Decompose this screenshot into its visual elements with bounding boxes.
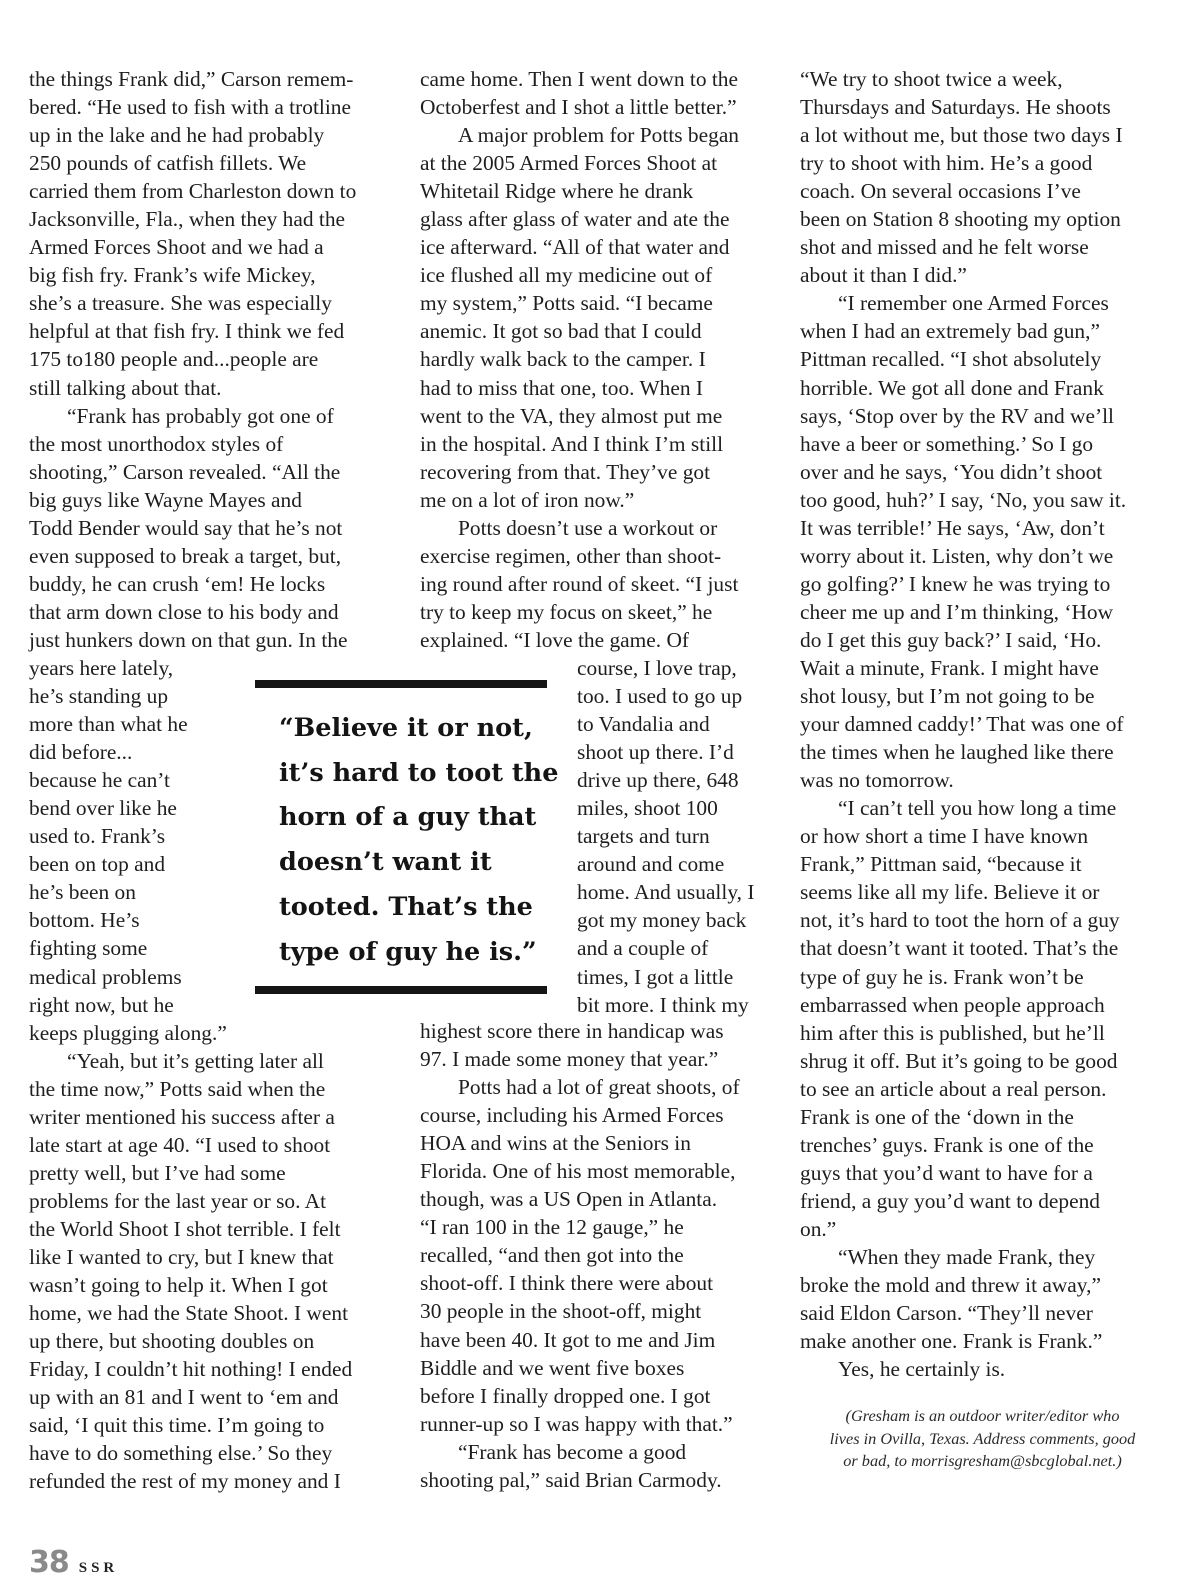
text-line: type of guy he is.” xyxy=(279,936,537,967)
text-line: Frank is one of the ‘down in the xyxy=(800,1104,1074,1129)
text-line: glass after glass of water and ate the xyxy=(420,207,730,232)
text-line: shot and missed and he felt worse xyxy=(800,235,1089,260)
text-line: too good, huh?’ I say, ‘No, you saw it. xyxy=(800,487,1127,512)
text-line: recovering from that. They’ve got xyxy=(420,459,711,484)
text-line: shooting pal,” said Brian Carmody. xyxy=(420,1467,722,1492)
text-line: doesn’t want it xyxy=(279,847,492,878)
text-line: late start at age 40. “I used to shoot xyxy=(29,1132,331,1157)
text-line: broke the mold and threw it away,” xyxy=(800,1273,1101,1298)
text-line: go golfing?’ I knew he was trying to xyxy=(800,571,1111,596)
text-line: horn of a guy that xyxy=(279,802,537,833)
text-line: “We try to shoot twice a week, xyxy=(800,67,1063,91)
text-line: “I ran 100 in the 12 gauge,” he xyxy=(420,1215,684,1240)
paragraph xyxy=(800,1355,1165,1383)
text-line: drive up there, 648 xyxy=(577,768,739,793)
page-number: 38 xyxy=(29,1545,69,1580)
text-line: right now, but he xyxy=(29,992,174,1017)
paragraph xyxy=(420,514,780,654)
text-line: me on a lot of iron now.” xyxy=(420,487,635,512)
text-line: even supposed to break a target, but, xyxy=(29,543,342,568)
text-line: was no tomorrow. xyxy=(800,768,954,793)
text-line: to see an article about a real person. xyxy=(800,1076,1107,1101)
pull-quote-bottom-rule xyxy=(255,986,547,994)
text-line: Florida. One of his most memorable, xyxy=(420,1159,736,1184)
text-line: Octoberfest and I shot a little better.” xyxy=(420,95,737,120)
paragraph xyxy=(800,1243,1165,1355)
text-line: targets and turn xyxy=(577,824,710,849)
text-line: times, I got a little xyxy=(577,964,734,989)
text-line: ing round after round of skeet. “I just xyxy=(420,571,739,596)
text-line: a lot without me, but those two days I xyxy=(800,123,1123,148)
paragraph xyxy=(800,794,1165,1243)
text-line: bit more. I think my xyxy=(577,992,749,1017)
text-line: explained. “I love the game. Of xyxy=(420,627,690,652)
text-line: medical problems xyxy=(29,964,182,989)
text-line: big guys like Wayne Mayes and xyxy=(29,487,302,512)
author-credit xyxy=(800,1405,1165,1473)
text-line: 97. I made some money that year.” xyxy=(420,1047,719,1072)
text-line: fighting some xyxy=(29,936,148,961)
text-line: he’s been on xyxy=(29,880,136,905)
text-line: type of guy he is. Frank won’t be xyxy=(800,964,1084,989)
text-line: been on Station 8 shooting my option xyxy=(800,207,1121,232)
text-line: though, was a US Open in Atlanta. xyxy=(420,1187,718,1212)
text-line: home, we had the State Shoot. I went xyxy=(29,1301,349,1326)
text-line: buddy, he can crush ‘em! He locks xyxy=(29,571,326,596)
text-line: at the 2005 Armed Forces Shoot at xyxy=(420,151,718,176)
text-line: got my money back xyxy=(577,908,747,933)
text-line: carried them from Charleston down to xyxy=(29,179,357,204)
text-line: on.” xyxy=(800,1216,837,1241)
text-line: over and he says, ‘You didn’t shoot xyxy=(800,459,1103,484)
text-line: did before... xyxy=(29,740,133,765)
text-line: bered. “He used to fish with a trotline xyxy=(29,95,351,120)
text-line: that doesn’t want it tooted. That’s the xyxy=(800,936,1119,961)
text-line: Armed Forces Shoot and we had a xyxy=(29,235,324,260)
text-line: highest score there in handicap was xyxy=(420,1019,724,1043)
text-line: says, ‘Stop over by the RV and we’ll xyxy=(800,403,1114,428)
text-line: 175 to180 people and...people are xyxy=(29,347,319,372)
text-line: writer mentioned his success after a xyxy=(29,1104,335,1129)
text-line: HOA and wins at the Seniors in xyxy=(420,1131,691,1156)
paragraph xyxy=(420,121,780,514)
text-line: around and come xyxy=(577,852,725,877)
text-line: 250 pounds of catfish fillets. We xyxy=(29,151,307,176)
text-line: have to do something else.’ So they xyxy=(29,1441,333,1466)
text-line: ice flushed all my medicine out of xyxy=(420,263,713,288)
paragraph xyxy=(29,1047,401,1496)
paragraph xyxy=(29,65,401,402)
paragraph xyxy=(800,65,1165,289)
text-line: not, it’s hard to toot the horn of a guy xyxy=(800,908,1120,933)
text-line: miles, shoot 100 xyxy=(577,796,718,821)
text-line: course, including his Armed Forces xyxy=(420,1103,724,1128)
text-line: Potts had a lot of great shoots, of xyxy=(458,1075,740,1100)
text-line: big fish fry. Frank’s wife Mickey, xyxy=(29,263,316,288)
magazine-name: SSR xyxy=(78,1560,119,1576)
paragraph xyxy=(420,1017,780,1073)
text-line: runner-up so I was happy with that.” xyxy=(420,1411,733,1436)
text-line: about it than I did.” xyxy=(800,263,967,288)
text-line: and a couple of xyxy=(577,936,709,961)
pull-quote-text xyxy=(279,706,559,974)
text-line: Pittman recalled. “I shot absolutely xyxy=(800,347,1102,372)
text-line: try to shoot with him. He’s a good xyxy=(800,151,1093,176)
text-line: coach. On several occasions I’ve xyxy=(800,179,1081,204)
text-line: recalled, “and then got into the xyxy=(420,1243,684,1268)
text-line: “Frank has become a good xyxy=(458,1439,687,1464)
text-line: Yes, he certainly is. xyxy=(838,1357,1006,1382)
text-line: shoot up there. I’d xyxy=(577,740,734,765)
text-line: your damned caddy!’ That was one of xyxy=(800,712,1124,737)
text-line: “When they made Frank, they xyxy=(838,1244,1096,1269)
text-line: had to miss that one, too. When I xyxy=(420,375,703,400)
text-line: Todd Bender would say that he’s not xyxy=(29,515,343,540)
text-line: before I finally dropped one. I got xyxy=(420,1383,711,1408)
text-line: Friday, I couldn’t hit nothing! I ended xyxy=(29,1357,353,1382)
text-line: said Eldon Carson. “They’ll never xyxy=(800,1301,1093,1326)
text-line: shrug it off. But it’s going to be good xyxy=(800,1048,1118,1073)
text-line: Thursdays and Saturdays. He shoots xyxy=(800,95,1111,120)
text-line: (Gresham is an outdoor writer/editor who xyxy=(845,1406,1120,1425)
text-line: “I remember one Armed Forces xyxy=(838,291,1109,316)
text-line: horrible. We got all done and Frank xyxy=(800,375,1104,400)
text-line: Jacksonville, Fla., when they had the xyxy=(29,207,346,232)
text-line: Potts doesn’t use a workout or xyxy=(458,515,718,540)
text-line: up there, but shooting doubles on xyxy=(29,1329,315,1354)
text-line: that arm down close to his body and xyxy=(29,599,339,624)
pull-quote xyxy=(255,680,559,996)
text-line: embarrassed when people approach xyxy=(800,992,1105,1017)
text-line: when I had an extremely bad gun,” xyxy=(800,319,1100,344)
text-line: hardly walk back to the camper. I xyxy=(420,347,706,372)
text-line: ice afterward. “All of that water and xyxy=(420,235,730,260)
text-line: trenches’ guys. Frank is one of the xyxy=(800,1132,1094,1157)
text-line: “Believe it or not, xyxy=(279,713,533,743)
text-line: still talking about that. xyxy=(29,375,222,400)
text-line: course, I love trap, xyxy=(577,655,737,680)
text-line: because he can’t xyxy=(29,768,170,793)
text-line: the time now,” Potts said when the xyxy=(29,1076,326,1101)
text-line: my system,” Potts said. “I became xyxy=(420,291,713,316)
text-line: have been 40. It got to me and Jim xyxy=(420,1327,716,1352)
text-line: she’s a treasure. She was especially xyxy=(29,291,332,316)
text-line: friend, a guy you’d want to depend xyxy=(800,1188,1100,1213)
text-line: he’s standing up xyxy=(29,684,169,709)
text-line: more than what he xyxy=(29,712,188,737)
text-line: went to the VA, they almost put me xyxy=(420,403,723,428)
paragraph xyxy=(800,289,1165,794)
text-line: A major problem for Potts began xyxy=(458,123,740,148)
text-line: came home. Then I went down to the xyxy=(420,67,738,91)
text-line: shoot-off. I think there were about xyxy=(420,1271,714,1296)
text-line: Frank,” Pittman said, “because it xyxy=(800,852,1082,877)
article-column-3 xyxy=(800,65,1165,1383)
text-line: pretty well, but I’ve had some xyxy=(29,1160,286,1185)
text-line: seems like all my life. Believe it or xyxy=(800,880,1100,905)
text-line: “I can’t tell you how long a time xyxy=(838,796,1117,821)
text-line: anemic. It got so bad that I could xyxy=(420,319,702,344)
text-line: worry about it. Listen, why don’t we xyxy=(800,543,1114,568)
text-line: or how short a time I have known xyxy=(800,824,1089,849)
text-line: the World Shoot I shot terrible. I felt xyxy=(29,1216,341,1241)
text-line: problems for the last year or so. At xyxy=(29,1188,327,1213)
text-line: shooting,” Carson revealed. “All the xyxy=(29,459,341,484)
text-line: try to keep my focus on skeet,” he xyxy=(420,599,713,624)
text-line: or bad, to morrisgresham@sbcglobal.net.) xyxy=(843,1451,1122,1471)
text-line: said, ‘I quit this time. I’m going to xyxy=(29,1413,325,1438)
text-line: to Vandalia and xyxy=(577,712,710,737)
text-line: him after this is published, but he’ll xyxy=(800,1020,1105,1045)
text-line: exercise regimen, other than shoot- xyxy=(420,543,722,568)
text-line: been on top and xyxy=(29,852,166,877)
text-line: too. I used to go up xyxy=(577,684,743,709)
page-footer xyxy=(29,1545,118,1580)
text-line: home. And usually, I xyxy=(577,880,755,905)
text-line: refunded the rest of my money and I xyxy=(29,1469,341,1494)
text-line: Wait a minute, Frank. I might have xyxy=(800,655,1099,680)
text-line: keeps plugging along.” xyxy=(29,1020,227,1045)
text-line: just hunkers down on that gun. In the xyxy=(29,627,348,652)
text-line: do I get this guy back?’ I said, ‘Ho. xyxy=(800,627,1102,652)
text-line: helpful at that fish fry. I think we fed xyxy=(29,319,345,344)
text-line: “Frank has probably got one of xyxy=(67,403,334,428)
text-line: it’s hard to toot the xyxy=(279,757,559,788)
text-line: the most unorthodox styles of xyxy=(29,431,284,456)
text-line: up with an 81 and I went to ‘em and xyxy=(29,1385,339,1410)
text-line: cheer me up and I’m thinking, ‘How xyxy=(800,599,1114,624)
text-line: lives in Ovilla, Texas. Address comments, good xyxy=(829,1428,1136,1448)
text-line: shot lousy, but I’m not going to be xyxy=(800,684,1095,709)
paragraph xyxy=(420,1073,780,1438)
text-line: like I wanted to cry, but I knew that xyxy=(29,1244,334,1269)
text-line: It was terrible!’ He says, ‘Aw, don’t xyxy=(800,515,1105,540)
text-line: have a beer or something.’ So I go xyxy=(800,431,1094,456)
text-line: up in the lake and he had probably xyxy=(29,123,325,148)
text-line: Biddle and we went five boxes xyxy=(420,1355,685,1380)
article-column-2-continued xyxy=(420,1017,780,1494)
text-line: tooted. That’s the xyxy=(279,891,533,922)
text-line: wasn’t going to help it. When I got xyxy=(29,1273,328,1298)
paragraph xyxy=(420,65,780,121)
text-line: years here lately, xyxy=(29,655,174,680)
text-line: bottom. He’s xyxy=(29,908,140,933)
text-line: “Yeah, but it’s getting later all xyxy=(67,1048,324,1073)
text-line: Whitetail Ridge where he drank xyxy=(420,179,694,204)
pull-quote-top-rule xyxy=(255,680,547,688)
text-line: the times when he laughed like there xyxy=(800,740,1114,765)
text-line: the things Frank did,” Carson remem- xyxy=(29,67,354,91)
text-line: used to. Frank’s xyxy=(29,824,166,849)
text-line: make another one. Frank is Frank.” xyxy=(800,1329,1103,1354)
paragraph xyxy=(420,1438,780,1494)
text-line: 30 people in the shoot-off, might xyxy=(420,1299,702,1324)
text-line: bend over like he xyxy=(29,796,177,821)
text-line: in the hospital. And I think I’m still xyxy=(420,431,724,456)
text-line: guys that you’d want to have for a xyxy=(800,1160,1093,1185)
